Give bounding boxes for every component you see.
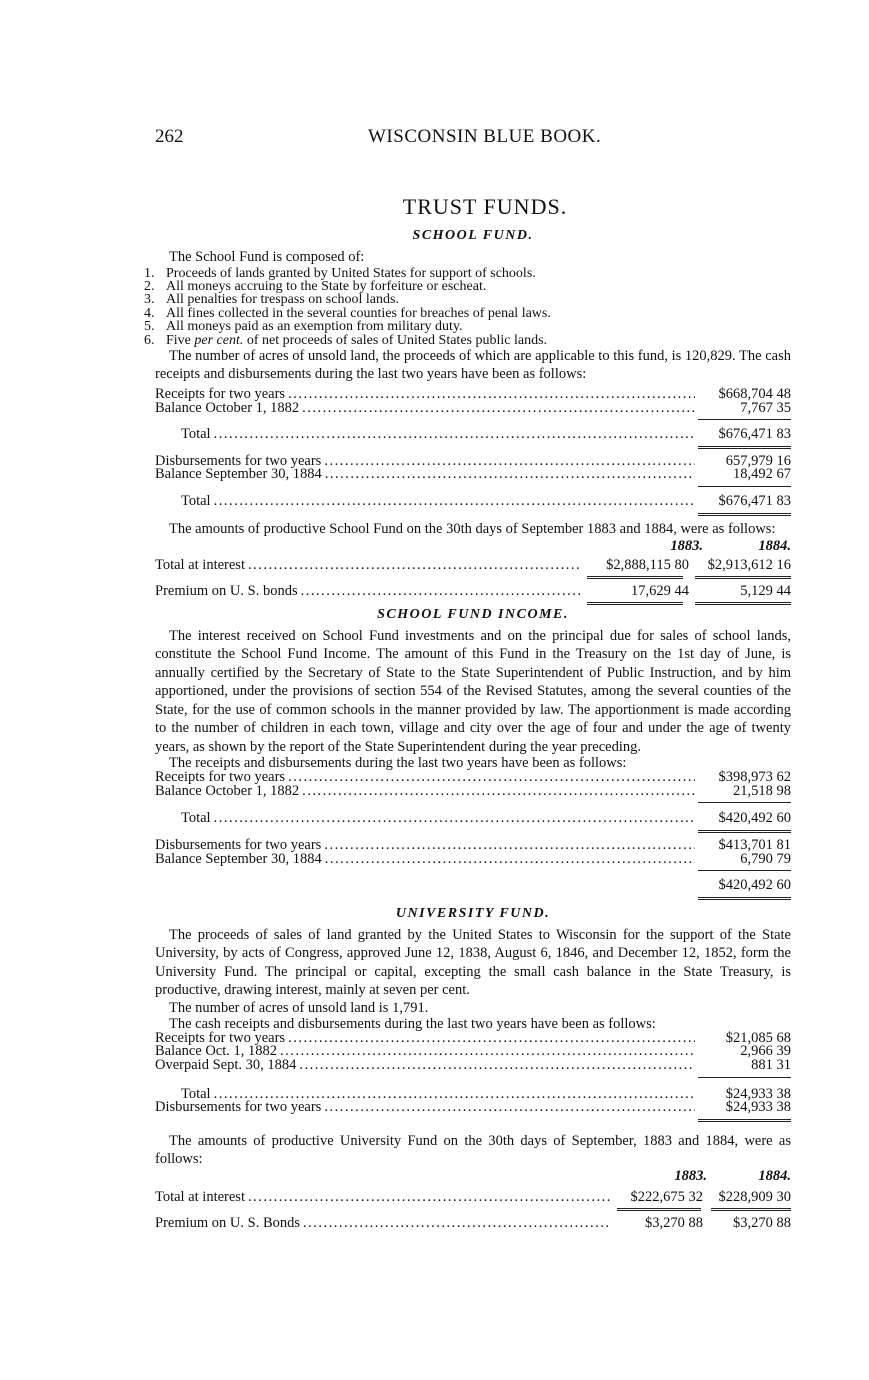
ledger-row: Balance September 30, 1884 ..... 6,790 79 xyxy=(155,853,791,867)
university-fund-paragraph: The proceeds of sales of land granted by the United States to Wisconsin for the support of the State University, by acts of Congress, approved June 12, 1838, August 6, 1846, and December 12, 1852, form the University Fund. The principal or capital, excepting the small cash balance in the State Treasury, is productive, drawing interest, mainly at seven per cent. xyxy=(155,926,791,999)
year-1884: 1884. xyxy=(758,1167,791,1184)
school-fund-heading: SCHOOL FUND. xyxy=(412,228,534,243)
year-1883: 1883. xyxy=(674,1167,707,1184)
double-rules xyxy=(155,1208,791,1211)
ledger-row: Receipts for two years ..... $21,085 68 xyxy=(155,1032,791,1046)
list-item: 6. Five per cent. of net proceeds of sales of United States public lands. xyxy=(144,332,548,348)
school-fund-income-intro: The receipts and disbursements during the last two years have been as follows: xyxy=(169,755,627,772)
page-header xyxy=(155,126,791,152)
ledger-row: Receipts for two years ..... $668,704 48 xyxy=(155,388,791,402)
productive-university-fund-text: The amounts of productive University Fund on the 30th days of September, 1883 and 1884, were as follows: xyxy=(155,1132,791,1167)
ledger-row: Receipts for two years ..... $398,973 62 xyxy=(155,771,791,785)
total-row: Total ..... $676,471 83 xyxy=(155,495,791,509)
school-fund-acres-text: The number of acres of unsold land, the proceeds of which are applicable to this fund, is 120,829. The cash receipts and disbursements during the last two years have been as follows: xyxy=(155,347,791,383)
list-item: 2. All moneys accruing to the State by forfeiture or escheat. xyxy=(144,278,487,294)
school-fund-sources-list xyxy=(144,265,791,348)
university-fund-intro: The cash receipts and disbursements during the last two years have been as follows: xyxy=(169,1015,656,1032)
productive-school-fund-text: The amounts of productive School Fund on the 30th days of September 1883 and 1884, were as follows: xyxy=(169,520,776,537)
year-headers xyxy=(155,1168,791,1185)
premium-row: Premium on U. S. Bonds ..... $3,270 88 $3,270 88 xyxy=(155,1217,791,1231)
ledger-row: Balance Oct. 1, 1882 ..... 2,966 39 xyxy=(155,1045,791,1059)
school-fund-income-heading: SCHOOL FUND INCOME. xyxy=(377,606,569,622)
interest-row: Total at interest ..... $2,888,115 80 $2,913,612 16 xyxy=(155,559,791,573)
page-number: 262 xyxy=(155,126,184,147)
ledger-row: Disbursements for two years ..... $24,933 38 xyxy=(155,1101,791,1115)
ledger-row: Balance October 1, 1882 ..... 7,767 35 xyxy=(155,402,791,416)
year-1883: 1883. xyxy=(670,537,703,554)
double-rules xyxy=(155,602,791,605)
interest-row: Total at interest ..... $222,675 32 $228,909 30 xyxy=(155,1191,791,1205)
double-rules xyxy=(155,576,791,579)
school-fund-intro: The School Fund is composed of: xyxy=(169,249,365,265)
page xyxy=(144,126,791,1232)
ledger-row: Disbursements for two years ..... 657,979 16 xyxy=(155,455,791,469)
ledger-row: Balance October 1, 1882 ..... 21,518 98 xyxy=(155,785,791,799)
premium-row: Premium on U. S. bonds ..... 17,629 44 5,129 44 xyxy=(155,585,791,599)
final-total-row: $420,492 60 xyxy=(718,877,791,894)
page-title: TRUST FUNDS. xyxy=(402,194,568,219)
total-row: Total ..... $676,471 83 xyxy=(155,428,791,442)
school-fund-income-paragraph: The interest received on School Fund investments and on the principal due for sales of school lands, constitute the School Fund Income. The amount of this Fund in the Treasury on the 1st day of June, is annually certified by the Secretary of State to the State Superintendent of Public Instruction, and by him apportioned, under the provisions of section 554 of the Revised Statutes, among the several counties of the State, for the use of common schools in the manner provided by law. The apportionment is made according to the number of children in each town, village and city over the age of four and under the age of twenty years, as shown by the report of the State Superintendent during the year preceding. xyxy=(155,627,791,755)
ledger-row: Overpaid Sept. 30, 1884 ..... 881 31 xyxy=(155,1059,791,1073)
university-fund-heading: UNIVERSITY FUND. xyxy=(395,905,551,921)
total-row: Total ..... $420,492 60 xyxy=(155,812,791,826)
list-item: 4. All fines collected in the several counties for breaches of penal laws. xyxy=(144,305,551,321)
list-item: 5. All moneys paid as an exemption from military duty. xyxy=(144,319,463,335)
list-item: 1. Proceeds of lands granted by United States for support of schools. xyxy=(144,265,536,281)
ledger-row: Balance September 30, 1884 ..... 18,492 67 xyxy=(155,468,791,482)
total-row: Total ..... $24,933 38 xyxy=(155,1088,791,1102)
year-1884: 1884. xyxy=(758,537,791,554)
list-item: 3. All penalties for trespass on school lands. xyxy=(144,292,399,308)
running-title: WISCONSIN BLUE BOOK. xyxy=(368,126,602,147)
ledger-row: Disbursements for two years ..... $413,701 81 xyxy=(155,839,791,853)
university-fund-acres: The number of acres of unsold land is 1,791. xyxy=(169,999,429,1016)
year-headers xyxy=(155,538,791,555)
